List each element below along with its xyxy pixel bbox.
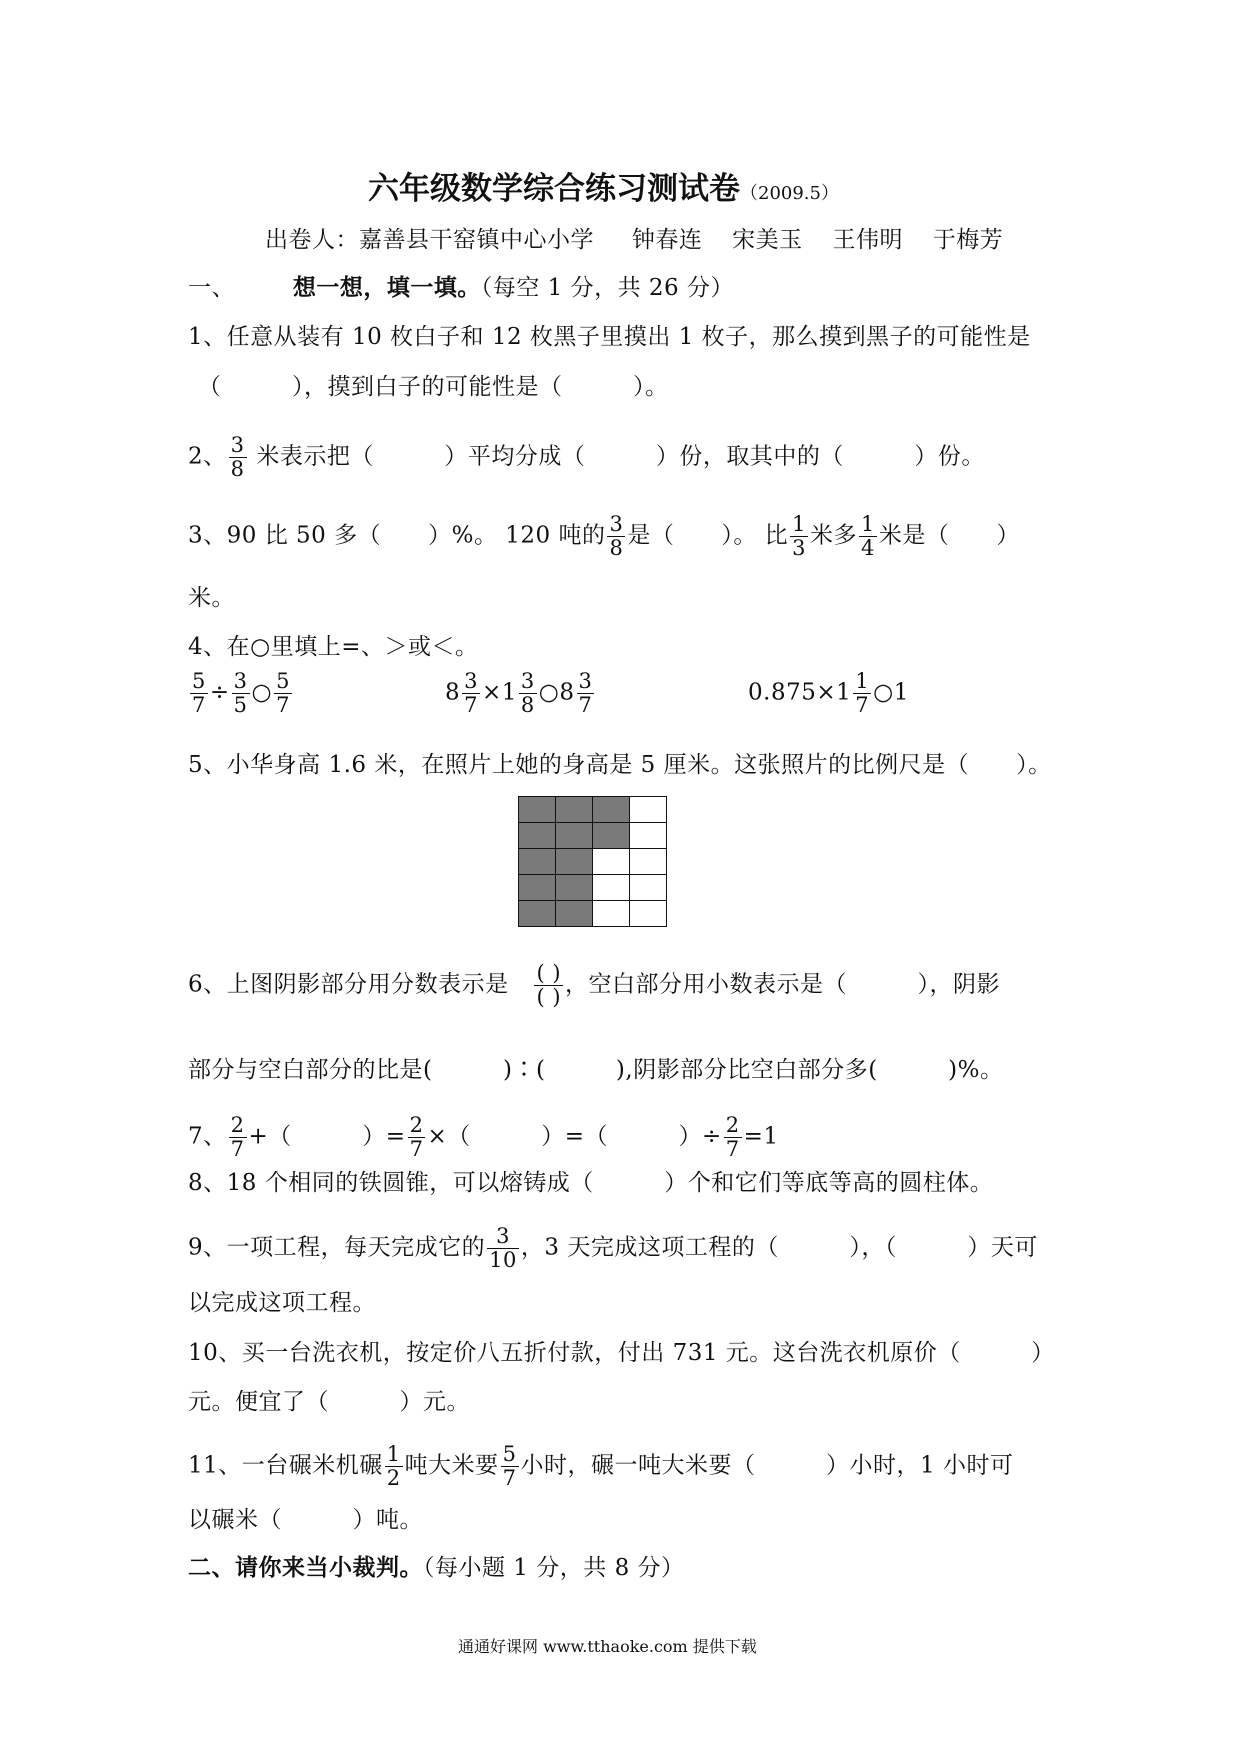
- fraction: [229, 1114, 247, 1161]
- section-2-note: （每小题 1 分，共 8 分）: [423, 1555, 685, 1581]
- question-7-part-d: =1: [743, 1123, 779, 1150]
- fraction: [519, 670, 537, 717]
- section-1-title: 想一想，填一填。: [292, 274, 481, 301]
- numerator: 1: [792, 512, 807, 536]
- question-11-line-2: 以碾米（ ）吨。: [188, 1507, 423, 1533]
- question-6-part-b: ，空白部分用小数表示是（ ），阴影: [565, 971, 1001, 998]
- blank-cell: [630, 875, 667, 901]
- question-3-part-c: 米多: [810, 522, 858, 549]
- denominator: 7: [276, 693, 290, 717]
- shaded-cell: [556, 797, 593, 823]
- author-line: [265, 225, 1003, 255]
- fraction: [790, 513, 808, 560]
- author-name: 宋美玉: [732, 227, 803, 253]
- numerator: 3: [487, 1225, 519, 1249]
- numerator: 2: [409, 1113, 424, 1137]
- question-2-number: 2、: [188, 443, 227, 470]
- blank-cell: [630, 901, 667, 927]
- fraction: [190, 670, 208, 717]
- numerator: 2: [230, 1113, 245, 1137]
- question-3-line-2: 米。: [188, 585, 235, 611]
- fraction: [853, 670, 871, 717]
- blank-cell: [593, 875, 630, 901]
- title-date: （2009.5）: [740, 183, 839, 204]
- fraction: [501, 1443, 519, 1490]
- denominator: 8: [520, 693, 535, 717]
- question-9-part-b: ，3 天完成这项工程的（ ），（ ）天可: [520, 1234, 1038, 1261]
- denominator: 7: [464, 693, 479, 717]
- denominator: 7: [409, 1137, 424, 1161]
- numerator: 3: [609, 512, 624, 536]
- denominator: 7: [230, 1137, 245, 1161]
- grid-row: [519, 875, 667, 901]
- question-7: [188, 1114, 779, 1161]
- question-9: [188, 1225, 1038, 1272]
- denominator: 7: [502, 1466, 517, 1490]
- question-3-part-b: 是（ ）。 比: [627, 522, 789, 549]
- numerator: 5: [192, 669, 206, 693]
- expression: 0.875×1: [748, 679, 852, 706]
- section-1-number: 一、: [188, 275, 235, 301]
- fraction: [232, 670, 250, 717]
- question-5: 5、小华身高 1.6 米，在照片上她的身高是 5 厘米。这张照片的比例尺是（ ）。: [188, 752, 1052, 778]
- blank-cell: [630, 849, 667, 875]
- compare-circle: ○8: [538, 679, 575, 706]
- denominator: ( ): [536, 985, 562, 1009]
- denominator: 10: [489, 1248, 517, 1272]
- question-3: [188, 513, 1020, 560]
- shaded-cell: [519, 875, 556, 901]
- question-6: [188, 962, 1000, 1009]
- question-11-part-c: 小时，碾一吨大米要（ ）小时，1 小时可: [520, 1452, 1014, 1479]
- blank-cell: [630, 797, 667, 823]
- grid-row: [519, 823, 667, 849]
- shaded-cell: [519, 797, 556, 823]
- question-2: [188, 434, 985, 481]
- question-1-line-1: 1、任意从装有 10 枚白子和 12 枚黑子里摸出 1 枚子，那么摸到黑子的可能性是: [188, 324, 1031, 350]
- question-9-line-2: 以完成这项工程。: [188, 1290, 376, 1316]
- fraction: [487, 1225, 519, 1272]
- question-1-line-2: （ ），摸到白子的可能性是（ ）。: [198, 374, 669, 400]
- question-7-part-b: +（ ）=: [248, 1123, 406, 1150]
- question-8: 8、18 个相同的铁圆锥，可以熔铸成（ ）个和它们等底等高的圆柱体。: [188, 1170, 994, 1196]
- shaded-cell: [556, 823, 593, 849]
- numerator: 3: [464, 669, 479, 693]
- numerator: 1: [855, 669, 870, 693]
- blank-cell: [593, 901, 630, 927]
- denominator: 5: [233, 693, 248, 717]
- numerator: 5: [276, 669, 290, 693]
- fraction: [859, 513, 877, 560]
- question-7-part-c: ×（ ）=（ ）÷: [427, 1123, 722, 1150]
- question-7-number: 7、: [188, 1123, 227, 1150]
- denominator: 7: [578, 693, 593, 717]
- numerator: 3: [578, 669, 593, 693]
- fraction: [462, 670, 480, 717]
- fraction: [229, 434, 247, 481]
- shaded-cell: [556, 849, 593, 875]
- question-10-line-1: 10、买一台洗衣机，按定价八五折付款，付出 731 元。这台洗衣机原价（ ）: [188, 1340, 1055, 1366]
- section-1-heading: [188, 273, 734, 303]
- numerator: ( ): [536, 961, 562, 985]
- denominator: 4: [861, 536, 875, 560]
- comparison-3: [748, 670, 909, 717]
- compare-circle: ○1: [873, 679, 909, 706]
- blank-fraction: [534, 962, 563, 1009]
- numerator: 1: [386, 1442, 401, 1466]
- numerator: 3: [233, 669, 248, 693]
- numerator: 5: [502, 1442, 517, 1466]
- denominator: 7: [725, 1137, 740, 1161]
- question-11-part-a: 11、一台碾米机碾: [188, 1452, 383, 1479]
- numerator: 3: [230, 433, 245, 457]
- author-name: 钟春连: [631, 227, 703, 253]
- denominator: 8: [230, 457, 245, 481]
- title-text: 六年级数学综合练习测试卷: [368, 171, 740, 207]
- grid-row: [519, 901, 667, 927]
- question-4: 4、在○里填上=、＞或＜。: [188, 634, 479, 660]
- question-6-line-2: 部分与空白部分的比是( )∶( ),阴影部分比空白部分多( )%。: [188, 1057, 1004, 1083]
- section-2-title: 二、请你来当小裁判。: [188, 1554, 423, 1581]
- shaded-cell: [593, 823, 630, 849]
- numerator: 3: [520, 669, 535, 693]
- shaded-cell: [556, 875, 593, 901]
- operator: ×1: [482, 679, 517, 706]
- compare-circle: ○: [251, 679, 273, 706]
- denominator: 8: [609, 536, 624, 560]
- denominator: 3: [792, 536, 807, 560]
- question-2-text: 米表示把（ ）平均分成（ ）份，取其中的（ ）份。: [256, 443, 985, 470]
- fraction: [385, 1443, 403, 1490]
- question-10-line-2: 元。便宜了（ ）元。: [188, 1389, 470, 1415]
- section-1-note: （每空 1 分，共 26 分）: [480, 275, 734, 301]
- shaded-grid-figure: [518, 796, 667, 927]
- question-11: [188, 1443, 1013, 1490]
- question-3-part-d: 米是（ ）: [878, 522, 1020, 549]
- denominator: 7: [192, 693, 206, 717]
- denominator: 7: [855, 693, 870, 717]
- section-2-heading: [188, 1553, 685, 1583]
- numerator: 2: [725, 1113, 740, 1137]
- page-title: [368, 163, 839, 208]
- shaded-cell: [593, 797, 630, 823]
- comparison-2: [445, 670, 596, 717]
- numerator: 1: [861, 512, 875, 536]
- fraction: [607, 513, 625, 560]
- fraction: [577, 670, 595, 717]
- question-6-part-a: 6、上图阴影部分用分数表示是: [188, 971, 509, 998]
- author-name: 于梅芳: [932, 227, 1004, 253]
- whole-number: 8: [445, 679, 461, 706]
- operator: ÷: [209, 679, 230, 706]
- comparison-1: [188, 670, 294, 717]
- shaded-cell: [519, 849, 556, 875]
- author-name: 王伟明: [832, 227, 903, 253]
- shaded-cell: [519, 823, 556, 849]
- fraction: [408, 1114, 426, 1161]
- fraction: [724, 1114, 742, 1161]
- blank-cell: [630, 823, 667, 849]
- footer-text: 通通好课网 www.tthaoke.com 提供下载: [458, 1637, 757, 1656]
- author-label: 出卷人：嘉善县干窑镇中心小学: [265, 227, 594, 253]
- grid-row: [519, 797, 667, 823]
- question-11-part-b: 吨大米要: [404, 1452, 499, 1479]
- question-9-part-a: 9、一项工程，每天完成它的: [188, 1234, 486, 1261]
- fraction: [274, 670, 292, 717]
- denominator: 2: [386, 1466, 401, 1490]
- question-3-part-a: 3、90 比 50 多（ ）%。 120 吨的: [188, 522, 606, 549]
- shaded-cell: [556, 901, 593, 927]
- shaded-cell: [519, 901, 556, 927]
- blank-cell: [593, 849, 630, 875]
- grid-row: [519, 849, 667, 875]
